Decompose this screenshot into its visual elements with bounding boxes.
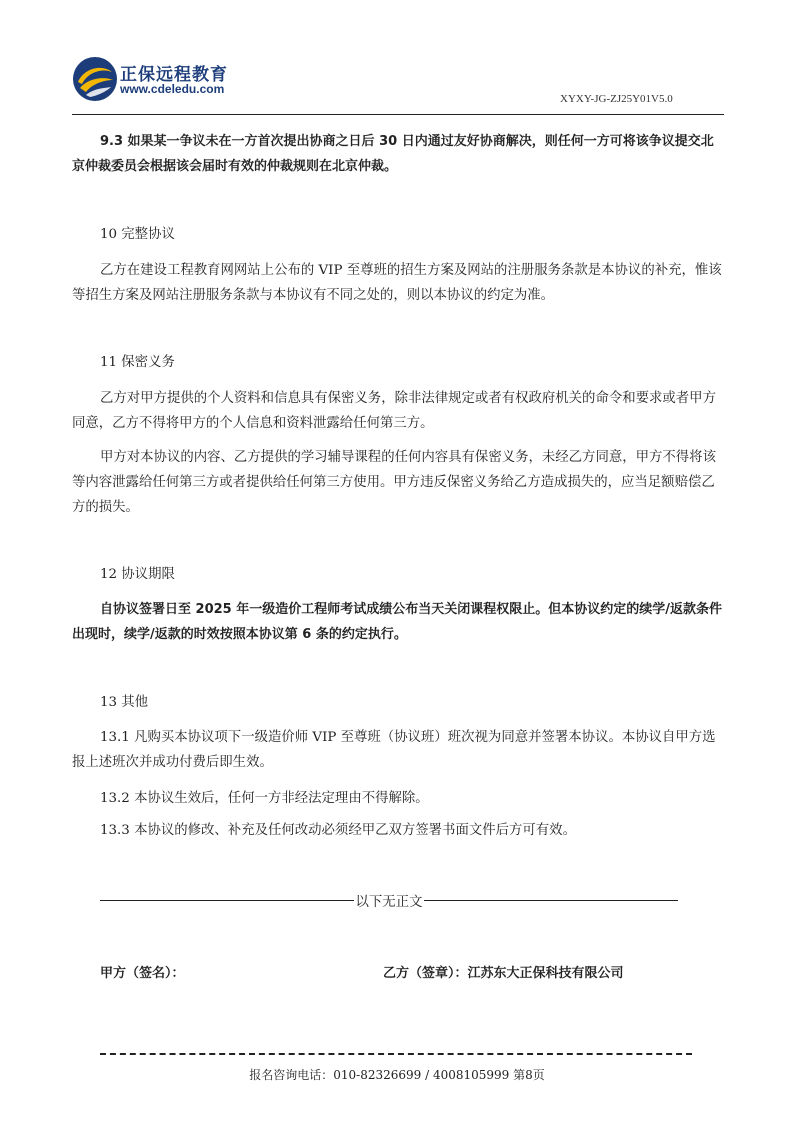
footer-contact: 报名咨询电话：010-82326699 / 4008105999 第8页	[249, 1068, 545, 1082]
party-a-signature-label: 甲方（签名）：	[100, 966, 185, 981]
end-marker-text: 以下无正文	[355, 894, 423, 910]
party-b-signature-label: 乙方（签章）：江苏东大正保科技有限公司	[383, 966, 624, 981]
end-rule-left	[100, 900, 354, 901]
footer-divider	[100, 1053, 692, 1055]
clause-13-1: 13.1 凡购买本协议项下一级造价师 VIP 至尊班（协议班）班次视为同意并签署本协议。本协议自甲方选报上述班次并成功付费后即生效。	[72, 730, 716, 770]
section-12-title: 12 协议期限	[100, 567, 175, 582]
brand-name: 正保远程教育	[120, 65, 228, 85]
section-13-title: 13 其他	[100, 695, 149, 710]
section-11-title: 11 保密义务	[100, 355, 175, 370]
section-10-body: 乙方在建设工程教育网网站上公布的 VIP 至尊班的招生方案及网站的注册服务条款是本协议的补充，惟该等招生方案及网站注册服务条款与本协议有不同之处的，则以本协议的约定为准。	[72, 263, 722, 303]
section-12-body: 自协议签署日至 2025 年一级造价工程师考试成绩公布当天关闭课程权限止。但本协议约定的续学/返款条件出现时，续学/返款的时效按照本协议第 6 条的约定执行。	[72, 602, 722, 642]
cdel-globe-logo-icon	[72, 56, 118, 102]
brand-url: www.cdeledu.com	[120, 82, 225, 96]
end-of-text-marker	[100, 890, 678, 910]
document-code: XYXY-JG-ZJ25Y01V5.0	[560, 93, 673, 105]
clause-9-3: 9.3 如果某一争议未在一方首次提出协商之日后 30 日内通过友好协商解决，则任何一方可将该争议提交北京仲裁委员会根据该会届时有效的仲裁规则在北京仲裁。	[72, 134, 714, 174]
header-divider	[72, 114, 724, 115]
section-11-paragraph-1: 乙方对甲方提供的个人资料和信息具有保密义务，除非法律规定或者有权政府机关的命令和要求或者甲方同意，乙方不得将甲方的个人信息和资料泄露给任何第三方。	[72, 391, 716, 431]
end-rule-right	[424, 900, 678, 901]
clause-13-2: 13.2 本协议生效后，任何一方非经法定理由不得解除。	[100, 791, 429, 806]
clause-13-3: 13.3 本协议的修改、补充及任何改动必须经甲乙双方签署书面文件后方可有效。	[100, 823, 576, 838]
section-11-paragraph-2: 甲方对本协议的内容、乙方提供的学习辅导课程的任何内容具有保密义务，未经乙方同意，甲方不得将该等内容泄露给任何第三方或者提供给任何第三方使用。甲方违反保密义务给乙方造成损失的，应当足额赔偿乙方的损失。	[72, 450, 716, 515]
section-10-title: 10 完整协议	[100, 227, 175, 242]
